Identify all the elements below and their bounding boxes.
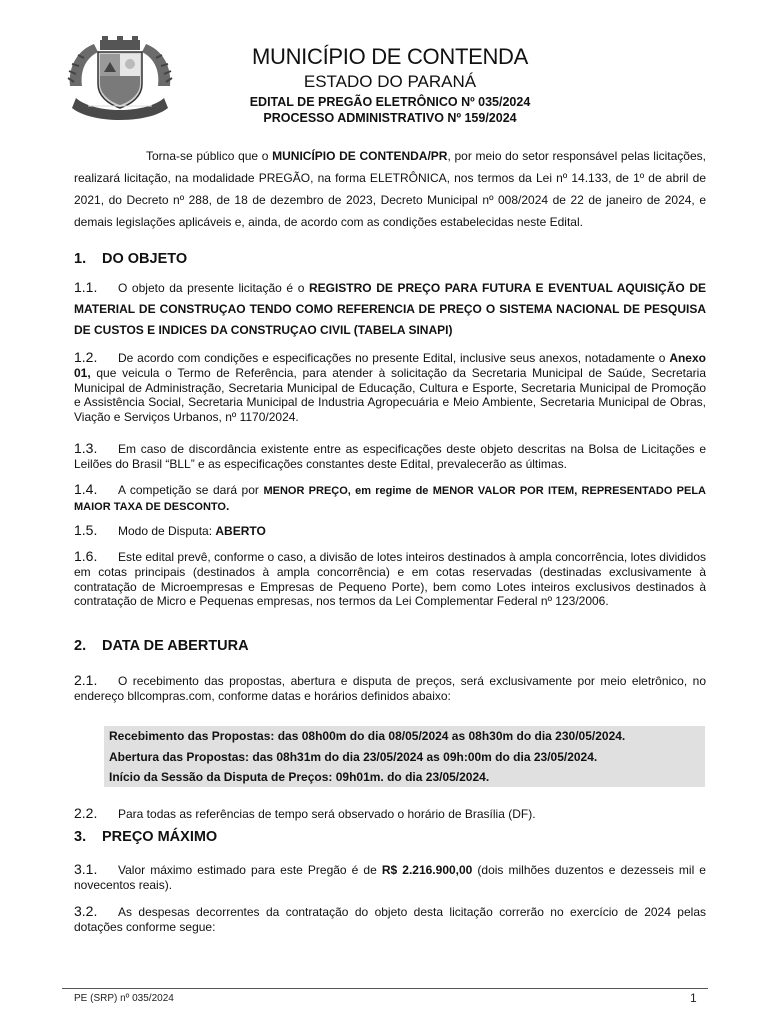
municipal-crest-icon [64, 36, 176, 124]
max-value: R$ 2.216.900,00 [381, 863, 473, 877]
intro-paragraph: Torna-se público que o MUNICÍPIO DE CONTENDA/PR, por meio do setor responsável pelas licitações, realizará licitação, na modalidade PREGÃO, na forma ELETRÔNICA, nos termos da Lei nº 14.133, de 1º de abril de 2021, do Decreto nº 288, de 18 de dezembro de 2023, Decreto Municipal nº 008/2024 de 22 de janeiro de 2024, e demais legislações aplicáveis e, ainda, de acordo com as condições estabelecidas neste Edital. [74, 149, 706, 229]
clause-2-1: 2.1. O recebimento das propostas, abertura e disputa de preços, será exclusivamente por meio eletrônico, no endereço bllcompras.com, conforme datas e horários definidos abaixo: [74, 672, 706, 703]
clause-1-2: 1.2. De acordo com condições e especificações no presente Edital, inclusive seus anexos, notadamente o Anexo 01, que veicula o Termo de Referência, para atender à solicitação da Secretaria Municipal de Saúde, Secretaria Municipal de Administração, Secretaria Municipal de Educação, Cultura e Esporte, Secretaria Municipal de Promoção e Assistência Social, Secretaria Municipal de Industria Agropecuária e Meio Ambiente, Secretaria Municipal de Obras, Viação e Serviços Urbanos, nº 1170/2024. [74, 349, 706, 425]
footer-divider [62, 988, 708, 989]
section-2-heading: 2. DATA DE ABERTURA [74, 638, 249, 654]
clause-1-1: 1.1. O objeto da presente licitação é o REGISTRO DE PREÇO PARA FUTURA E EVENTUAL AQUISIÇÃO DE MATERIAL DE CONSTRUÇAO TENDO COMO REFERENCIA DE PREÇO O SISTEMA NACIONAL DE PESQUISA DE CUSTOS E INDICES DA CONSTRUÇAO CIVIL (TABELA SINAPI) [74, 279, 706, 337]
process-number: PROCESSO ADMINISTRATIVO Nº 159/2024 [263, 111, 517, 125]
footer-reference: PE (SRP) nº 035/2024 [74, 993, 174, 1004]
municipality-title: MUNICÍPIO DE CONTENDA [251, 44, 529, 69]
edital-number: EDITAL DE PREGÃO ELETRÔNICO Nº 035/2024 [249, 95, 531, 109]
date-line: Recebimento das Propostas: das 08h00m do dia 08/05/2024 as 08h30m do dia 230/05/2024. [109, 729, 626, 743]
date-line: Abertura das Propostas: das 08h31m do dia 23/05/2024 as 09h:00m do dia 23/05/2024. [109, 749, 598, 764]
clause-1-6: 1.6. Este edital prevê, conforme o caso, a divisão de lotes inteiros destinados à ampla concorrência, lotes divididos em cotas principais (destinados à ampla concorrência) e em cotas reservadas (destinadas exclusivamente à contratação de Microempresas e Empresas de Pequeno Porte), bem como Lotes inteiros exclusivos destinados à contratação de Micro e Pequenas empresas, nos termos da Lei Complementar Federal nº 123/2006. [74, 548, 706, 609]
clause-2-2: 2.2. Para todas as referências de tempo será observado o horário de Brasília (DF). [74, 805, 536, 821]
section-1-heading: 1. DO OBJETO [74, 251, 188, 267]
entity-name: MUNICÍPIO DE CONTENDA/PR [272, 149, 448, 163]
clause-1-5: 1.5. Modo de Disputa: ABERTO [74, 522, 266, 538]
clause-1-4: 1.4. A competição se dará por MENOR PREÇO, em regime de MENOR VALOR POR ITEM, REPRESENTADO PELA MAIOR TAXA DE DESCONTO. [74, 481, 706, 513]
state-name: ESTADO DO PARANÁ [303, 72, 477, 91]
date-line: Início da Sessão da Disputa de Preços: 09h01m. do dia 23/05/2024. [109, 770, 490, 784]
dates-box [104, 726, 705, 787]
clause-3-1: 3.1. Valor máximo estimado para este Pregão é de R$ 2.216.900,00 (dois milhões duzentos e dezesseis mil e novecentos reais). [74, 861, 706, 892]
page-number: 1 [690, 991, 697, 1005]
clause-3-2: 3.2. As despesas decorrentes da contratação do objeto desta licitação correrão no exercício de 2024 pelas dotações conforme segue: [74, 903, 706, 934]
clause-1-3: 1.3. Em caso de discordância existente entre as especificações deste objeto descritas na Bolsa de Licitações e Leilões do Brasil “BLL” e as especificações constantes deste Edital, prevalecerão as últimas. [74, 440, 706, 471]
section-3-heading: 3. PREÇO MÁXIMO [74, 829, 218, 845]
